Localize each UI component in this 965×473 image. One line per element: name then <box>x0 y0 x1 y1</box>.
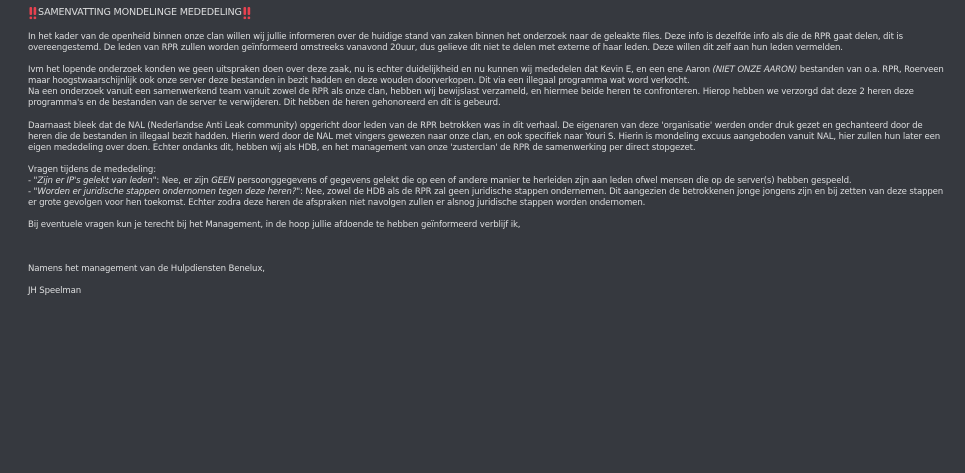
message-title-line <box>28 4 948 22</box>
list-dash: - <box>28 175 34 186</box>
answer-text: : Nee, zowel de HDB als de RPR zal geen juridische stappen ondernemen. Dit aangezien de betrokkenen jonge jongens zijn en bij zetten van deze stappen er grote gevolgen voor hen toekomst. Echter zodra deze heren de afspraken niet navolgen zullen er alsnog juridische stappen worden ondernomen. <box>28 187 944 209</box>
list-dash: - <box>28 187 34 198</box>
not-our-aaron-note: (NIET ONZE AARON) <box>712 65 798 76</box>
answer-text-2: persoonggegevens of gegevens gelekt die op een of andere manier te herleiden zijn aan leden ofwel mensen die op de server(s) hebben gespeeld. <box>234 175 852 186</box>
signature: JH Speelman <box>28 286 82 297</box>
paragraph-nal: Daarnaast bleek dat de NAL (Nederlandse Anti Leak community) opgericht door leden van de RPR betrokken was in dit verhaal. De eigenaren van deze 'organisatie' werden onder druk gezet en gechanteerd door de heren die de bestanden in illegaal bezit hadden. Hierin werd door de NAL met vingers gewezen naar onze clan, en ook specifiek naar Youri S. Hierin is mondeling excuus aangeboden vanuit NAL, hier zullen hun later een eigen mededeling over doen. Echter ondanks dit, hebben wij als HDB, en het management van onze 'zusterclan' de RPR de samenwerking per direct stopgezet. <box>28 120 941 153</box>
paragraph-investigation <box>28 65 948 87</box>
message-content <box>28 4 948 298</box>
message-title: SAMENVATTING MONDELINGE MEDEDELING <box>38 7 242 19</box>
double-exclamation-icon <box>243 6 251 20</box>
paragraph-investigation-text: Ivm het lopende onderzoek konden we geen uitspraken doen over deze zaak, nu is echter duidelijkheid en nu kunnen wij mededelen dat Kevin E, en een ene Aaron <box>28 65 713 76</box>
question-text: "Worden er juridische stappen ondernomen tegen deze heren?" <box>33 187 301 198</box>
question-legal-steps <box>28 187 948 209</box>
closing-line: Namens het management van de Hulpdiensten Benelux, <box>28 264 265 275</box>
paragraph-intro: In het kader van de openheid binnen onze clan willen wij jullie informeren over de huidige stand van zaken binnen het onderzoek naar de geleakte files. Deze info is dezelfde info als die de RPR gaat delen, dit is overeengestemd. De leden van RPR zullen worden geïnformeerd omstreeks vanavond 20uur, dus gelieve dit niet te delen met externe of haar leden. Deze willen dit zelf aan hun leden vermelden. <box>28 32 903 54</box>
double-exclamation-icon <box>29 6 37 20</box>
paragraph-investigation-text-2: bestanden van o.a. RPR, Roerveen maar hoogstwaarschijnlijk ook onze server deze bestanden in bezit hadden en deze wouden doorverkopen. Dit via een illegaal programma wat word verkocht. <box>28 65 944 87</box>
paragraph-contact: Bij eventuele vragen kun je terecht bij het Management, in de hoop jullie afdoende te hebben geïnformeerd verblijf ik, <box>28 220 521 231</box>
answer-emphasis: GEEN <box>211 175 235 186</box>
question-text: "Zijn er IP's gelekt van leden" <box>33 175 157 186</box>
questions-heading: Vragen tijdens de mededeling: <box>28 164 156 175</box>
question-ip-leak <box>28 176 948 187</box>
answer-text: : Nee, er zijn <box>156 175 212 186</box>
paragraph-confrontation: Na een onderzoek vanuit een samenwerkend team vanuit zowel de RPR als onze clan, hebben wij bewijslast verzameld, en hiermee beide heren te confronteren. Hierop hebben we verzorgd dat deze 2 heren deze programma's en de bestanden van de server te verwijderen. Dit hebben de heren gehonoreerd en dit is gebeurd. <box>28 87 914 109</box>
